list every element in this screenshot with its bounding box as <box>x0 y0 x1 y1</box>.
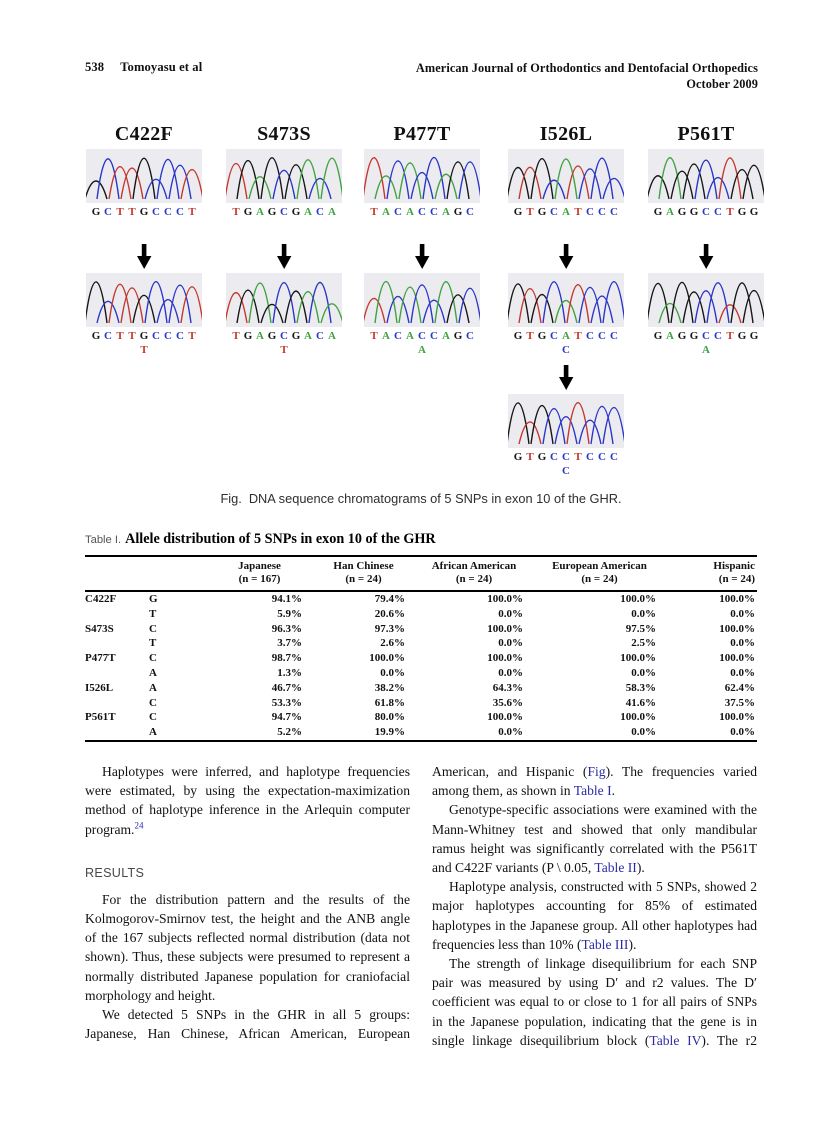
snp-name-cell: S473S <box>85 622 114 635</box>
svg-text:C: C <box>598 206 606 217</box>
frequency-cell: 0.0% <box>498 637 523 650</box>
svg-text:G: G <box>749 206 759 217</box>
svg-text:C: C <box>586 330 594 342</box>
svg-text:T: T <box>726 206 734 217</box>
col-header-han-chinese: Han Chinese (n = 24) <box>312 556 415 591</box>
frequency-cell: 100.0% <box>487 711 523 724</box>
body-text: Genotype-specific associations were examined with the Mann-Whitney test and showed that only mandibular ramus height was significantly correlated with the P561T and C422F variants (P \ 0.05, <box>432 802 757 876</box>
frequency-cell: 0.0% <box>631 726 656 739</box>
svg-text:C: C <box>394 330 402 342</box>
frequency-cell: 100.0% <box>620 593 656 605</box>
svg-text:C: C <box>280 206 288 217</box>
chromatogram-I526L-variant <box>508 273 624 360</box>
svg-text:A: A <box>328 330 336 342</box>
chromatogram-figure <box>0 118 838 520</box>
frequency-cell: 97.5% <box>625 622 656 635</box>
svg-text:T: T <box>128 330 136 342</box>
svg-text:G: G <box>91 206 101 217</box>
svg-text:A: A <box>382 206 390 217</box>
body-column-left <box>85 762 410 1050</box>
allele-cell: C <box>149 711 157 724</box>
svg-text:A: A <box>666 206 674 217</box>
body-text: ). <box>628 936 637 952</box>
frequency-cell: 41.6% <box>625 696 656 709</box>
frequency-cell: 94.1% <box>271 593 302 605</box>
svg-text:A: A <box>442 330 450 342</box>
svg-text:C: C <box>176 206 184 217</box>
table-row <box>85 666 757 681</box>
down-arrow-icon <box>412 244 432 275</box>
svg-text:T: T <box>188 330 196 342</box>
snp-name-cell <box>85 636 149 651</box>
frequency-cell: 38.2% <box>374 681 405 694</box>
svg-text:C: C <box>702 206 710 217</box>
svg-text:A: A <box>256 206 264 217</box>
svg-text:T: T <box>116 206 124 217</box>
svg-text:T: T <box>574 206 582 217</box>
frequency-cell: 100.0% <box>487 622 523 635</box>
body-text: For the distribution pattern and the results of the Kolmogorov-Smirnov test, the height and the ANB angle of the 167 subjects reflected normal distribution (data not shown). Thus, these subjects were presumed to represent a normally distributed Japanese population for craniofacial morphology and height. <box>85 891 410 1003</box>
svg-text:A: A <box>328 206 336 217</box>
svg-text:G: G <box>243 206 253 217</box>
snp-name-cell: P561T <box>85 711 116 724</box>
body-text: Haplotype analysis, constructed with 5 SNPs, showed 2 major haplotypes accounting for 85% of estimated haplotypes in the Japanese group. All other haplotypes had frequencies less than 10% ( <box>432 879 757 952</box>
svg-text:G: G <box>737 330 747 342</box>
allele-cell: T <box>149 637 157 650</box>
table-row <box>85 591 757 607</box>
body-column-right <box>432 762 757 1050</box>
body-paragraph <box>432 877 757 954</box>
svg-text:T: T <box>232 206 240 217</box>
frequency-cell: 53.3% <box>271 696 302 709</box>
figure-caption-text: DNA sequence chromatograms of 5 SNPs in exon 10 of the GHR. <box>248 491 622 506</box>
frequency-cell: 100.0% <box>719 652 755 665</box>
svg-text:A: A <box>418 344 426 355</box>
allele-table-body <box>85 591 757 741</box>
svg-text:C: C <box>610 206 618 217</box>
svg-text:C: C <box>598 330 606 342</box>
frequency-cell: 97.3% <box>374 622 405 635</box>
allele-cell: A <box>149 726 157 739</box>
frequency-cell: 61.8% <box>374 696 405 709</box>
snp-name-cell: C422F <box>85 593 117 605</box>
svg-text:G: G <box>291 330 301 342</box>
svg-text:G: G <box>677 330 687 342</box>
frequency-cell: 0.0% <box>498 607 523 620</box>
svg-text:A: A <box>406 330 414 342</box>
down-arrow-icon <box>696 244 716 275</box>
table-row <box>85 607 757 622</box>
body-text: American, and Hispanic ( <box>432 764 588 779</box>
running-head-right <box>416 60 758 92</box>
table-1-title <box>85 531 757 548</box>
frequency-cell: 0.0% <box>498 666 523 679</box>
issue-date: October 2009 <box>686 77 758 91</box>
svg-text:C: C <box>562 451 570 463</box>
svg-text:C: C <box>152 206 160 217</box>
svg-text:C: C <box>280 330 288 342</box>
allele-cell: C <box>149 652 157 665</box>
svg-text:G: G <box>91 330 101 342</box>
svg-text:A: A <box>702 344 710 355</box>
svg-text:A: A <box>304 206 312 217</box>
frequency-cell: 2.6% <box>380 637 405 650</box>
table-row <box>85 622 757 637</box>
svg-text:C: C <box>418 206 426 217</box>
svg-text:G: G <box>453 330 463 342</box>
snp-name-cell <box>85 607 149 622</box>
svg-text:C: C <box>562 344 570 355</box>
svg-text:G: G <box>689 206 699 217</box>
svg-text:C: C <box>702 330 710 342</box>
table-row <box>85 725 757 741</box>
svg-text:T: T <box>526 330 534 342</box>
svg-text:T: T <box>574 451 582 463</box>
chromatogram-S473S-variant <box>226 273 342 360</box>
snp-label-P561T: P561T <box>677 123 735 145</box>
svg-text:G: G <box>653 206 663 217</box>
table-row <box>85 710 757 725</box>
chromatogram-I526L-homozygote <box>508 394 624 481</box>
allele-cell: G <box>149 593 158 605</box>
allele-cell: C <box>149 696 157 709</box>
body-paragraph <box>432 800 757 877</box>
body-text: . <box>611 783 616 799</box>
chromatogram-P561T-variant <box>648 273 764 360</box>
body-paragraph <box>85 1005 410 1043</box>
journal-name: American Journal of Orthodontics and Dentofacial Orthopedics <box>415 61 758 75</box>
results-heading: RESULTS <box>85 865 145 880</box>
chromatogram-P477T-wildtype <box>364 149 480 222</box>
snp-name-cell: P477T <box>85 652 116 665</box>
table-row <box>85 651 757 666</box>
table-row <box>85 681 757 696</box>
svg-text:C: C <box>550 330 558 342</box>
body-text: We detected 5 SNPs in the GHR in all 5 groups: Japanese, Han Chinese, African American, European <box>85 1007 410 1042</box>
svg-text:T: T <box>116 330 124 342</box>
body-paragraph <box>85 890 410 1005</box>
svg-text:C: C <box>430 330 438 342</box>
allele-cell: A <box>149 681 157 694</box>
allele-cell: A <box>149 666 157 679</box>
svg-text:C: C <box>164 330 172 342</box>
cross-reference-link[interactable]: Table II <box>594 860 637 876</box>
svg-text:G: G <box>243 330 253 342</box>
allele-cell: C <box>149 622 157 635</box>
svg-text:G: G <box>537 451 547 463</box>
frequency-cell: 96.3% <box>271 622 302 635</box>
frequency-cell: 98.7% <box>271 652 302 665</box>
cross-reference-link[interactable]: Fig <box>587 764 606 779</box>
svg-text:C: C <box>562 465 570 476</box>
svg-text:T: T <box>370 330 378 342</box>
frequency-cell: 0.0% <box>631 666 656 679</box>
body-paragraph <box>432 762 757 800</box>
citation-superscript[interactable]: 24 <box>134 820 144 831</box>
table-row <box>85 636 757 651</box>
svg-text:G: G <box>737 206 747 217</box>
svg-text:T: T <box>574 330 582 342</box>
svg-text:C: C <box>164 206 172 217</box>
frequency-cell: 100.0% <box>719 593 755 605</box>
table-1-title-text: Allele distribution of 5 SNPs in exon 10 of the GHR <box>125 531 436 547</box>
svg-text:G: G <box>749 330 759 342</box>
svg-text:A: A <box>562 330 570 342</box>
chromatogram-P561T-wildtype <box>648 149 764 222</box>
svg-text:G: G <box>513 206 523 217</box>
col-header-japanese: Japanese (n = 167) <box>207 556 312 591</box>
svg-text:C: C <box>586 451 594 463</box>
frequency-cell: 100.0% <box>487 652 523 665</box>
snp-label-S473S: S473S <box>257 123 311 145</box>
article-body <box>85 762 757 1050</box>
down-arrow-icon <box>556 244 576 275</box>
svg-text:G: G <box>513 451 523 463</box>
frequency-cell: 100.0% <box>719 622 755 635</box>
svg-text:G: G <box>267 330 277 342</box>
svg-text:G: G <box>267 206 277 217</box>
svg-text:C: C <box>316 206 324 217</box>
svg-text:T: T <box>140 344 148 355</box>
svg-text:A: A <box>666 330 674 342</box>
body-text: ). <box>636 860 645 876</box>
snp-name-cell <box>85 666 149 681</box>
body-paragraph <box>432 954 757 1050</box>
svg-text:C: C <box>466 330 474 342</box>
frequency-cell: 37.5% <box>724 696 755 709</box>
svg-text:T: T <box>526 451 534 463</box>
chromatogram-S473S-wildtype <box>226 149 342 222</box>
svg-text:G: G <box>677 206 687 217</box>
page-number: 538 <box>85 60 105 74</box>
body-text: Haplotypes were inferred, and haplotype frequencies were estimated, by using the expectation-maximization method of haplotype inference in the Arlequin computer program. <box>85 764 410 837</box>
svg-text:T: T <box>526 206 534 217</box>
chromatogram-C422F-variant <box>86 273 202 360</box>
svg-text:T: T <box>128 206 136 217</box>
chromatogram-C422F-wildtype <box>86 149 202 222</box>
col-header-allele <box>149 556 207 591</box>
page-header <box>85 60 758 92</box>
frequency-cell: 58.3% <box>625 681 656 694</box>
frequency-cell: 5.2% <box>277 726 302 739</box>
cross-reference-link[interactable]: Table IV <box>649 1032 702 1048</box>
frequency-cell: 0.0% <box>730 666 755 679</box>
svg-text:C: C <box>316 330 324 342</box>
frequency-cell: 0.0% <box>730 637 755 650</box>
frequency-cell: 46.7% <box>271 681 302 694</box>
table-1-section <box>85 531 757 742</box>
svg-text:G: G <box>139 206 149 217</box>
frequency-cell: 100.0% <box>620 711 656 724</box>
allele-distribution-table <box>85 555 757 742</box>
snp-label-I526L: I526L <box>539 123 593 145</box>
frequency-cell: 100.0% <box>369 652 405 665</box>
figure-caption <box>85 491 757 506</box>
svg-text:C: C <box>610 330 618 342</box>
svg-text:C: C <box>418 330 426 342</box>
frequency-cell: 5.9% <box>277 607 302 620</box>
svg-text:A: A <box>304 330 312 342</box>
svg-text:C: C <box>152 330 160 342</box>
frequency-cell: 80.0% <box>374 711 405 724</box>
svg-text:C: C <box>430 206 438 217</box>
running-head-left <box>85 60 202 92</box>
table-1-label: Table I. <box>85 534 122 546</box>
svg-text:C: C <box>104 330 112 342</box>
svg-text:C: C <box>466 206 474 217</box>
frequency-cell: 62.4% <box>724 681 755 694</box>
frequency-cell: 0.0% <box>730 607 755 620</box>
snp-label-C422F: C422F <box>114 123 174 145</box>
chromatogram-P477T-variant <box>364 273 480 360</box>
svg-text:C: C <box>598 451 606 463</box>
col-header-european-american: European American (n = 24) <box>533 556 666 591</box>
frequency-cell: 0.0% <box>380 666 405 679</box>
svg-text:A: A <box>442 206 450 217</box>
frequency-cell: 35.6% <box>492 696 523 709</box>
svg-text:C: C <box>714 206 722 217</box>
frequency-cell: 100.0% <box>487 593 523 605</box>
table-row <box>85 696 757 711</box>
running-authors: Tomoyasu et al <box>120 60 203 74</box>
frequency-cell: 100.0% <box>719 711 755 724</box>
col-header-hispanic: Hispanic (n = 24) <box>666 556 757 591</box>
svg-text:G: G <box>139 330 149 342</box>
svg-text:G: G <box>653 330 663 342</box>
svg-text:G: G <box>291 206 301 217</box>
svg-text:A: A <box>256 330 264 342</box>
svg-text:T: T <box>232 330 240 342</box>
allele-table-head <box>85 556 757 591</box>
cross-reference-link[interactable]: Table III <box>581 936 629 952</box>
col-header-snp <box>85 556 149 591</box>
snp-name-cell: I526L <box>85 681 114 694</box>
svg-text:G: G <box>453 206 463 217</box>
body-paragraph <box>85 762 410 839</box>
down-arrow-icon <box>134 244 154 275</box>
frequency-cell: 3.7% <box>277 637 302 650</box>
down-arrow-icon <box>274 244 294 275</box>
frequency-cell: 19.9% <box>374 726 405 739</box>
col-header-african-american: African American (n = 24) <box>415 556 533 591</box>
svg-text:C: C <box>586 206 594 217</box>
svg-text:C: C <box>394 206 402 217</box>
cross-reference-link[interactable]: Table I <box>573 783 612 799</box>
snp-label-P477T: P477T <box>393 123 451 145</box>
frequency-cell: 20.6% <box>374 607 405 620</box>
svg-text:T: T <box>370 206 378 217</box>
frequency-cell: 64.3% <box>492 681 523 694</box>
svg-text:G: G <box>689 330 699 342</box>
frequency-cell: 0.0% <box>498 726 523 739</box>
body-text: The strength of linkage disequilibrium for each SNP pair was measured by using D′ and r2 values. The D′ coefficient was equal to or close to 1 for all pairs of SNPs in the Japanese population, indicating that the gene is in single linkage disequilibrium block ( <box>432 956 757 1048</box>
frequency-cell: 94.7% <box>271 711 302 724</box>
svg-text:G: G <box>513 330 523 342</box>
svg-text:T: T <box>280 344 288 355</box>
snp-name-cell <box>85 725 149 741</box>
svg-text:A: A <box>382 330 390 342</box>
svg-text:A: A <box>562 206 570 217</box>
body-text: ). The frequencies varied among them, as shown in <box>432 764 757 799</box>
svg-text:C: C <box>610 451 618 463</box>
allele-cell: T <box>149 607 157 620</box>
svg-text:G: G <box>537 206 547 217</box>
svg-text:A: A <box>406 206 414 217</box>
frequency-cell: 79.4% <box>374 593 405 605</box>
frequency-cell: 0.0% <box>631 607 656 620</box>
svg-text:C: C <box>104 206 112 217</box>
frequency-cell: 2.5% <box>631 637 656 650</box>
svg-text:C: C <box>714 330 722 342</box>
frequency-cell: 100.0% <box>620 652 656 665</box>
chromatogram-I526L-wildtype <box>508 149 624 222</box>
svg-text:G: G <box>537 330 547 342</box>
svg-text:T: T <box>726 330 734 342</box>
svg-text:C: C <box>176 330 184 342</box>
snp-name-cell <box>85 696 149 711</box>
svg-text:C: C <box>550 206 558 217</box>
svg-text:C: C <box>550 451 558 463</box>
svg-text:T: T <box>188 206 196 217</box>
figure-caption-label: Fig. <box>220 491 242 506</box>
down-arrow-icon <box>556 365 576 396</box>
body-text: ). The r2 <box>701 1032 757 1048</box>
frequency-cell: 0.0% <box>730 726 755 739</box>
frequency-cell: 1.3% <box>277 666 302 679</box>
